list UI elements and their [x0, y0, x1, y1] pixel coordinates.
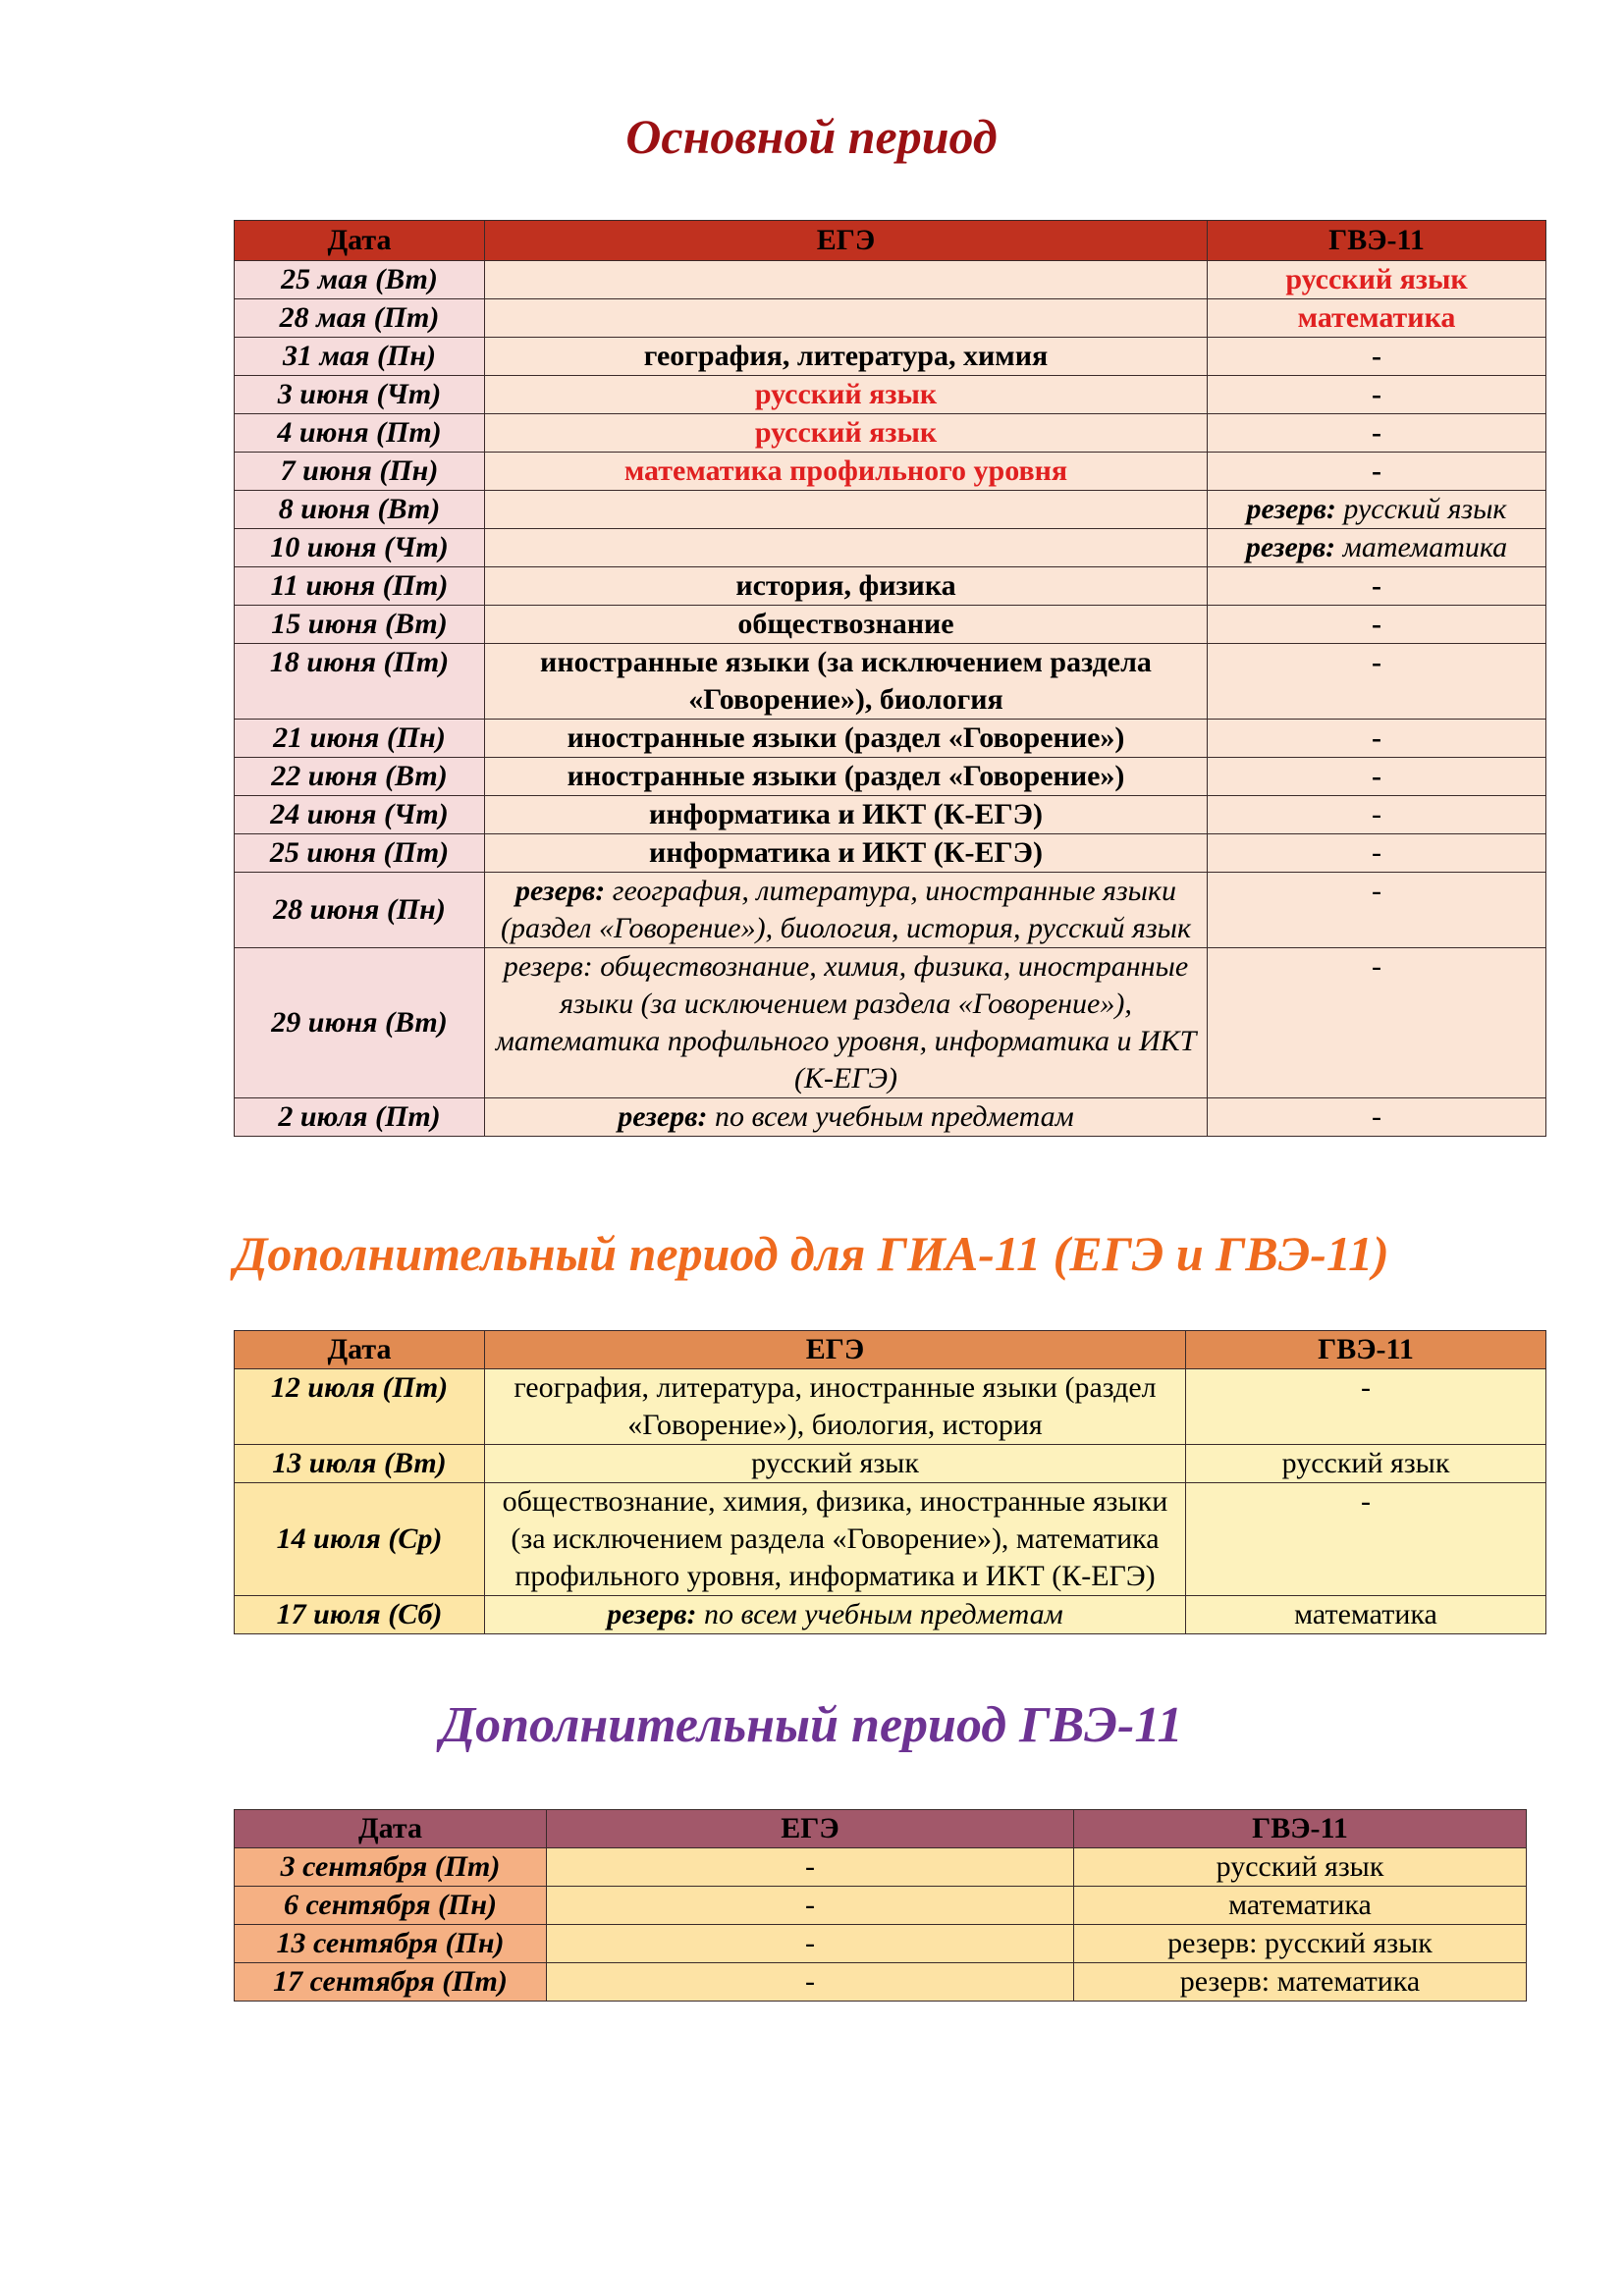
ege-cell: история, физика — [485, 567, 1208, 606]
gve-cell: - — [1208, 567, 1546, 606]
gve-text: математика — [1335, 531, 1508, 563]
ege-cell: иностранные языки (раздел «Говорение») — [485, 720, 1208, 758]
table-row — [235, 261, 1546, 299]
table-row — [235, 758, 1546, 796]
ege-cell — [485, 299, 1208, 338]
table-row — [235, 1925, 1527, 1963]
ege-cell: русский язык — [485, 1445, 1186, 1483]
ege-text: по всем учебным предметам — [696, 1598, 1063, 1630]
date-cell: 21 июня (Пн) — [235, 720, 485, 758]
table-row — [235, 1483, 1546, 1596]
gve-cell: русский язык — [1208, 261, 1546, 299]
table-row — [235, 720, 1546, 758]
table-row — [235, 453, 1546, 491]
table-row — [235, 1445, 1546, 1483]
ege-cell: резерв: обществознание, химия, физика, иностранные языки (за исключением раздела «Говорение»), математика профильного уровня, информатика и ИКТ (К-ЕГЭ) — [485, 948, 1208, 1098]
gve-cell: - — [1208, 338, 1546, 376]
header-gve: ГВЭ-11 — [1074, 1810, 1527, 1848]
date-cell: 8 июня (Вт) — [235, 491, 485, 529]
main-period-title: Основной период — [625, 109, 998, 164]
table-header-row — [235, 1810, 1527, 1848]
gve-cell: - — [1208, 453, 1546, 491]
reserve-label: резерв: — [607, 1598, 697, 1630]
date-cell: 31 мая (Пн) — [235, 338, 485, 376]
ege-cell: иностранные языки (за исключением раздела «Говорение»), биология — [485, 644, 1208, 720]
gve-cell: резерв: русский язык — [1074, 1925, 1527, 1963]
additional-period-title: Дополнительный период для ГИА-11 (ЕГЭ и ГВЭ-11) — [234, 1226, 1389, 1281]
table-row — [235, 414, 1546, 453]
ege-cell: - — [547, 1925, 1074, 1963]
gve-text: русский язык — [1335, 493, 1507, 525]
gve-cell: - — [1208, 1098, 1546, 1137]
reserve-label: резерв: — [618, 1100, 708, 1133]
ege-cell: русский язык — [485, 376, 1208, 414]
date-cell: 3 сентября (Пт) — [235, 1848, 547, 1887]
ege-cell: информатика и ИКТ (К-ЕГЭ) — [485, 834, 1208, 873]
table-row — [235, 1369, 1546, 1445]
date-cell: 28 июня (Пн) — [235, 873, 485, 948]
reserve-label: резерв: — [514, 875, 606, 907]
date-cell: 6 сентября (Пн) — [235, 1887, 547, 1925]
table-row — [235, 491, 1546, 529]
gve-cell: - — [1208, 606, 1546, 644]
ege-cell: обществознание, химия, физика, иностранные языки (за исключением раздела «Говорение»), математика профильного уровня, информатика и ИКТ (К-ЕГЭ) — [485, 1483, 1186, 1596]
date-cell: 13 июля (Вт) — [235, 1445, 485, 1483]
ege-text: география, литература, иностранные языки (раздел «Говорение»), биология, история, русский язык — [500, 875, 1192, 944]
header-date: Дата — [235, 1810, 547, 1848]
gve-cell: - — [1208, 644, 1546, 720]
header-gve: ГВЭ-11 — [1208, 221, 1546, 261]
main-period-table — [234, 220, 1546, 1137]
table-row — [235, 1596, 1546, 1634]
gve-cell: - — [1208, 834, 1546, 873]
date-cell: 13 сентября (Пн) — [235, 1925, 547, 1963]
table-header-row — [235, 1331, 1546, 1369]
date-cell: 24 июня (Чт) — [235, 796, 485, 834]
ege-cell: информатика и ИКТ (К-ЕГЭ) — [485, 796, 1208, 834]
reserve-label: резерв: — [1245, 531, 1336, 563]
ege-cell: математика профильного уровня — [485, 453, 1208, 491]
header-ege: ЕГЭ — [547, 1810, 1074, 1848]
gve-cell: - — [1208, 414, 1546, 453]
table-row — [235, 376, 1546, 414]
ege-cell: география, литература, иностранные языки (раздел «Говорение»), биология, история — [485, 1369, 1186, 1445]
date-cell: 10 июня (Чт) — [235, 529, 485, 567]
ege-cell: - — [547, 1848, 1074, 1887]
table-row — [235, 567, 1546, 606]
ege-cell — [485, 873, 1208, 948]
date-cell: 29 июня (Вт) — [235, 948, 485, 1098]
gve-cell — [1208, 491, 1546, 529]
ege-cell: иностранные языки (раздел «Говорение») — [485, 758, 1208, 796]
ege-cell — [485, 491, 1208, 529]
table-row — [235, 1887, 1527, 1925]
ege-cell: - — [547, 1887, 1074, 1925]
date-cell: 2 июля (Пт) — [235, 1098, 485, 1137]
gve-cell: математика — [1208, 299, 1546, 338]
ege-cell: география, литература, химия — [485, 338, 1208, 376]
date-cell: 17 сентября (Пт) — [235, 1963, 547, 2002]
table-row — [235, 338, 1546, 376]
gve-cell: - — [1186, 1369, 1546, 1445]
gve-cell: русский язык — [1186, 1445, 1546, 1483]
table-row — [235, 529, 1546, 567]
gve-cell — [1208, 529, 1546, 567]
gve-cell: - — [1208, 720, 1546, 758]
header-ege: ЕГЭ — [485, 1331, 1186, 1369]
ege-cell — [485, 1098, 1208, 1137]
date-cell: 22 июня (Вт) — [235, 758, 485, 796]
table-row — [235, 606, 1546, 644]
date-cell: 11 июня (Пт) — [235, 567, 485, 606]
date-cell: 7 июня (Пн) — [235, 453, 485, 491]
date-cell: 12 июля (Пт) — [235, 1369, 485, 1445]
table-row — [235, 1963, 1527, 2002]
table-row — [235, 1098, 1546, 1137]
table-row — [235, 644, 1546, 720]
ege-cell — [485, 261, 1208, 299]
gve-period-table — [234, 1809, 1527, 2002]
gve-cell: - — [1208, 873, 1546, 948]
gve-cell: русский язык — [1074, 1848, 1527, 1887]
gve-cell: - — [1208, 796, 1546, 834]
date-cell: 28 мая (Пт) — [235, 299, 485, 338]
table-row — [235, 948, 1546, 1098]
gve-cell: - — [1186, 1483, 1546, 1596]
additional-period-table — [234, 1330, 1546, 1634]
table-row — [235, 299, 1546, 338]
gve-cell: математика — [1074, 1887, 1527, 1925]
table-header-row — [235, 221, 1546, 261]
date-cell: 18 июня (Пт) — [235, 644, 485, 720]
gve-cell: математика — [1186, 1596, 1546, 1634]
ege-cell: русский язык — [485, 414, 1208, 453]
date-cell: 4 июня (Пт) — [235, 414, 485, 453]
date-cell: 25 мая (Вт) — [235, 261, 485, 299]
ege-text: по всем учебным предметам — [707, 1100, 1074, 1133]
header-date: Дата — [235, 221, 485, 261]
table-row — [235, 796, 1546, 834]
gve-period-title: Дополнительный период ГВЭ-11 — [440, 1697, 1183, 1753]
table-row — [235, 873, 1546, 948]
header-gve: ГВЭ-11 — [1186, 1331, 1546, 1369]
date-cell: 25 июня (Пт) — [235, 834, 485, 873]
gve-cell: резерв: математика — [1074, 1963, 1527, 2002]
reserve-label: резерв: — [1246, 493, 1336, 525]
date-cell: 17 июля (Сб) — [235, 1596, 485, 1634]
gve-cell: - — [1208, 376, 1546, 414]
date-cell: 15 июня (Вт) — [235, 606, 485, 644]
header-ege: ЕГЭ — [485, 221, 1208, 261]
ege-cell — [485, 1596, 1186, 1634]
table-row — [235, 834, 1546, 873]
gve-cell: - — [1208, 948, 1546, 1098]
header-date: Дата — [235, 1331, 485, 1369]
ege-cell: обществознание — [485, 606, 1208, 644]
table-row — [235, 1848, 1527, 1887]
ege-cell: - — [547, 1963, 1074, 2002]
date-cell: 3 июня (Чт) — [235, 376, 485, 414]
ege-cell — [485, 529, 1208, 567]
date-cell: 14 июля (Ср) — [235, 1483, 485, 1596]
gve-cell: - — [1208, 758, 1546, 796]
